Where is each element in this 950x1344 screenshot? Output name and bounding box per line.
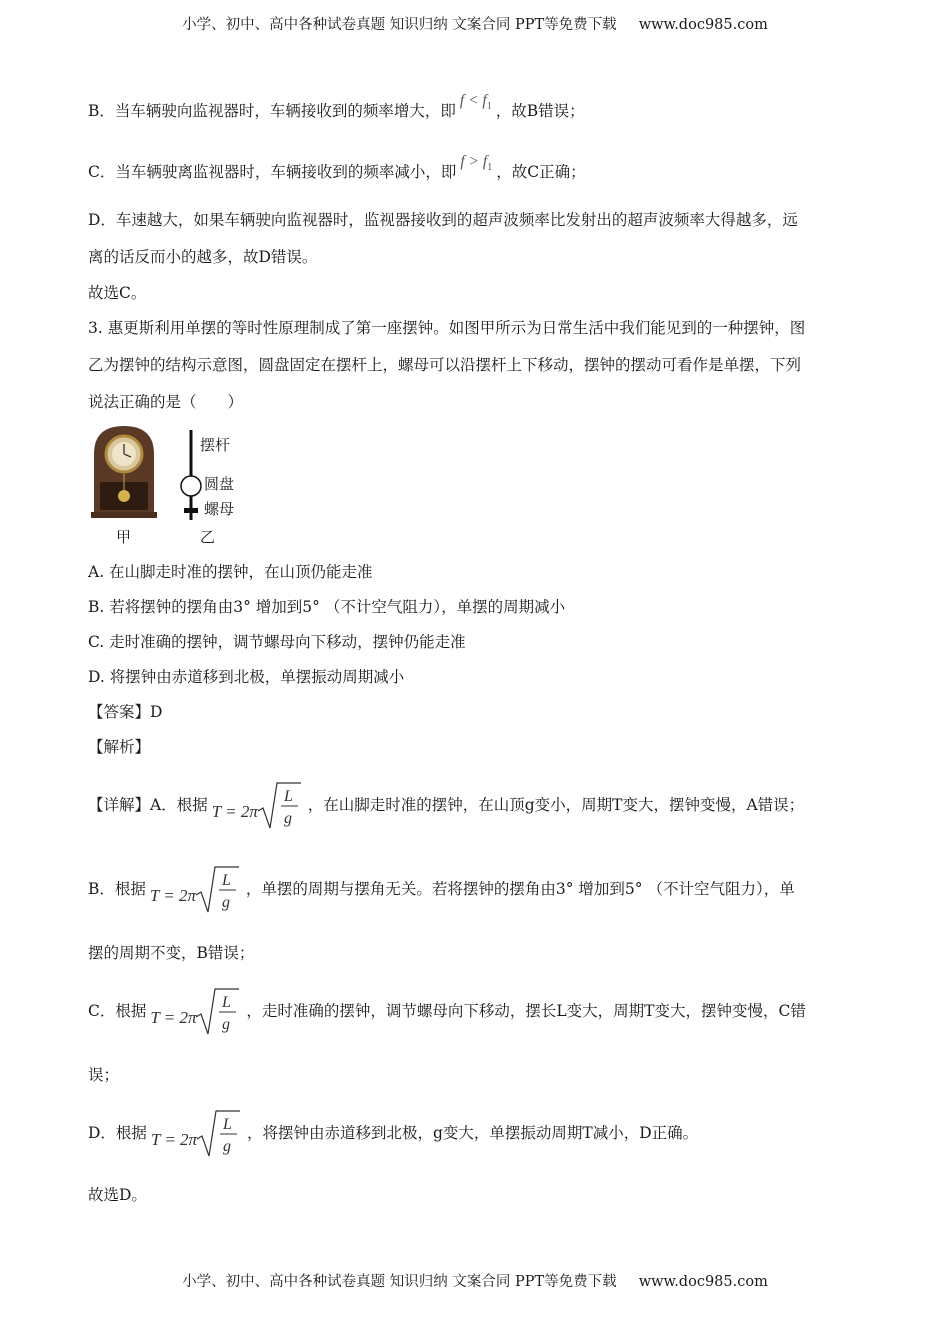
- detail-d: D．根据 T = 2π L g ，将摆钟由赤道移到北极，g变大，单摆振动周期T减小，D正确。: [88, 1106, 698, 1161]
- answer: [88, 701, 162, 723]
- header-site-link[interactable]: www.doc985.com: [638, 17, 768, 33]
- formula-f-greater: $f > f_1$: [460, 153, 493, 174]
- detail-b: B．根据 T = 2π L g ，单摆的周期与摆角无关。若将摆钟的摆角由3° 增加到5° （不计空气阻力），单: [88, 862, 795, 917]
- option-c: C. 走时准确的摆钟，调节螺母向下移动，摆钟仍能走准: [88, 633, 466, 651]
- page-footer: [0, 1270, 950, 1291]
- label-nut: 螺母: [204, 500, 235, 518]
- question-line-3: 说法正确的是（ ）: [88, 393, 244, 411]
- caption-jia: 甲: [116, 528, 132, 546]
- formula-period: T = 2π L g: [212, 779, 304, 833]
- clock-illustration: [91, 426, 157, 518]
- analysis-tag: 【解析】: [88, 738, 151, 756]
- svg-text:L: L: [283, 788, 293, 805]
- detail-a: 【详解】A．根据 T = 2π L g ，在山脚走时准的摆钟，在山顶g变小，周期T变大，摆钟变慢，A错误；: [88, 778, 804, 833]
- prev-option-c: C．当车辆驶离监视器时，车辆接收到的频率减小，即$f > f_1$ ，故C正确；: [88, 153, 586, 182]
- page-header: [0, 13, 950, 34]
- header-text: 小学、初中、高中各种试卷真题 知识归纳 文案合同 PPT等免费下载: [182, 17, 617, 33]
- formula-f-less: $f < f_1$: [459, 92, 492, 113]
- prev-option-d-line2: 离的话反而小的越多，故D错误。: [88, 248, 318, 266]
- detail-tag: 【详解】: [88, 796, 151, 814]
- svg-text:L: L: [221, 872, 231, 889]
- pendulum-schematic: [181, 430, 201, 520]
- caption-yi: 乙: [200, 528, 216, 546]
- detail-c-line2: 误；: [88, 1066, 120, 1084]
- option-d: D. 将摆钟由赤道移到北极，单摆振动周期减小: [88, 668, 405, 686]
- question-line-1: 3. 惠更斯利用单摆的等时性原理制成了第一座摆钟。如图甲所示为日常生活中我们能见到的一种摆钟，图: [88, 319, 806, 337]
- prev-option-b: B．当车辆驶向监视器时，车辆接收到的频率增大，即$f < f_1$ ，故B错误；: [88, 92, 585, 121]
- pendulum-figure: [88, 424, 288, 554]
- answer-value: D: [150, 703, 163, 721]
- question-line-2: 乙为摆钟的结构示意图，圆盘固定在摆杆上，螺母可以沿摆杆上下移动，摆钟的摆动可看作是单摆，下列: [88, 356, 802, 374]
- svg-text:g: g: [222, 1016, 231, 1033]
- formula-period: T = 2π L g: [150, 863, 242, 917]
- formula-period: T = 2π L g: [150, 985, 242, 1039]
- svg-text:L: L: [222, 1116, 232, 1133]
- detail-c: C．根据 T = 2π L g ，走时准确的摆钟，调节螺母向下移动，摆长L变大，周期T变大，摆钟变慢，C错: [88, 984, 806, 1039]
- svg-text:g: g: [221, 894, 230, 911]
- detail-choose: 故选D。: [88, 1186, 147, 1204]
- answer-tag: 【答案】: [88, 703, 151, 721]
- label-disk: 圆盘: [204, 475, 235, 493]
- footer-site-link[interactable]: www.doc985.com: [638, 1274, 768, 1290]
- label-rod: 摆杆: [200, 436, 231, 454]
- detail-b-line2: 摆的周期不变，B错误；: [88, 944, 255, 962]
- footer-text: 小学、初中、高中各种试卷真题 知识归纳 文案合同 PPT等免费下载: [182, 1274, 617, 1290]
- prev-choose: 故选C。: [88, 284, 147, 302]
- prev-option-d-line1: D．车速越大，如果车辆驶向监视器时，监视器接收到的超声波频率比发射出的超声波频率大得越多，远: [88, 211, 798, 229]
- option-a: A. 在山脚走时准的摆钟，在山顶仍能走准: [88, 563, 373, 581]
- figure-svg: [88, 424, 288, 554]
- svg-text:g: g: [283, 810, 292, 827]
- option-b: B. 若将摆钟的摆角由3° 增加到5° （不计空气阻力），单摆的周期减小: [88, 598, 566, 616]
- svg-text:g: g: [222, 1138, 231, 1155]
- formula-period: T = 2π L g: [151, 1107, 243, 1161]
- svg-text:L: L: [222, 994, 232, 1011]
